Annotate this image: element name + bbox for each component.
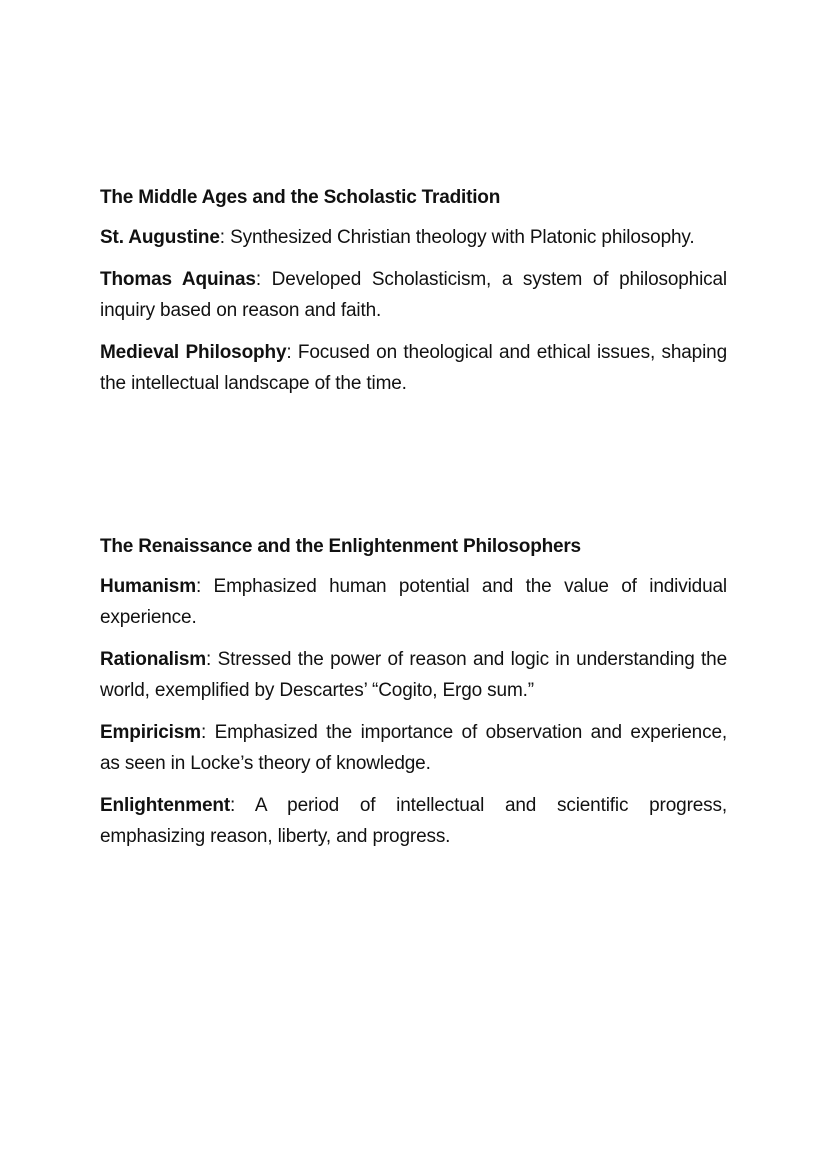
entry-separator: : (195, 576, 202, 597)
entry-term: Rationalism (100, 649, 207, 670)
entry-separator: : (200, 722, 207, 743)
entry-st-augustine (100, 222, 727, 253)
entry-term: Enlightenment (100, 795, 230, 816)
entry-separator: : (206, 649, 212, 670)
entry-term: Humanism (100, 576, 196, 597)
entry-term: Thomas Aquinas (100, 269, 256, 290)
entry-separator: : (286, 342, 292, 363)
section-renaissance-enlightenment (100, 534, 727, 863)
entry-humanism (100, 571, 727, 633)
entry-text: Emphasized human potential and the value of individual experience. (100, 576, 727, 628)
entry-separator: : (255, 269, 261, 290)
entry-text: Focused on theological and ethical issues, shaping the intellectual landscape of the time. (100, 342, 727, 394)
entry-separator: : (230, 795, 236, 816)
entry-text: Emphasized the importance of observation and experience, as seen in Locke’s theory of knowledge. (100, 722, 727, 774)
entry-rationalism (100, 644, 727, 706)
entry-text: A period of intellectual and scientific progress, emphasizing reason, liberty, and progress. (100, 795, 727, 847)
section-heading: The Middle Ages and the Scholastic Tradition (100, 187, 501, 208)
entry-separator: : (219, 227, 225, 248)
entry-medieval-philosophy (100, 337, 727, 399)
entry-term: Medieval Philosophy (100, 342, 287, 363)
entry-term: St. Augustine (100, 227, 220, 248)
entry-thomas-aquinas (100, 264, 727, 326)
entry-term: Empiricism (100, 722, 201, 743)
section-heading: The Renaissance and the Enlightenment Philosophers (100, 536, 581, 557)
entry-empiricism (100, 717, 727, 779)
entry-text: Synthesized Christian theology with Platonic philosophy. (224, 227, 695, 248)
entry-text: Developed Scholasticism, a system of philosophical inquiry based on reason and faith. (100, 269, 727, 321)
section-middle-ages (100, 185, 727, 410)
entry-text: Stressed the power of reason and logic in understanding the world, exemplified by Descartes’ “Cogito, Ergo sum.” (100, 649, 727, 701)
entry-enlightenment (100, 790, 727, 852)
